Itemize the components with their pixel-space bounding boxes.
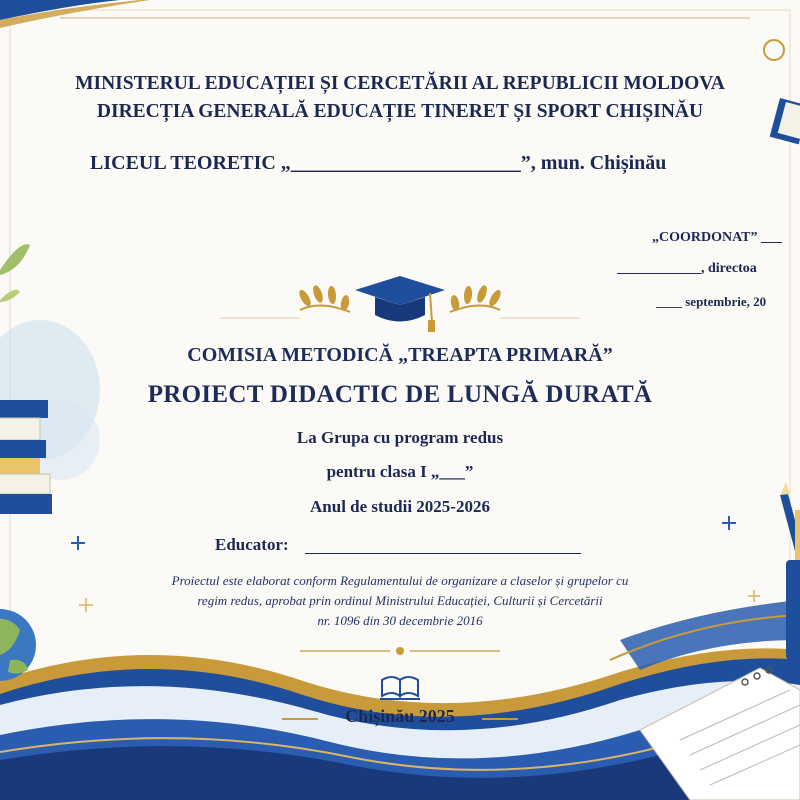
project-title: PROIECT DIDACTIC DE LUNGĂ DURATĂ [147, 381, 653, 408]
ministry-header [0, 70, 800, 126]
note-line-1: Proiectul este elaborat conform Regulamentului de organizare a claselor și grupelor cu [171, 573, 629, 588]
lyceum-name: LICEUL TEORETIC „_______________________”, mun. Chișinău [90, 152, 667, 174]
graduation-cap-icon [355, 276, 445, 332]
educator-field-line [305, 553, 581, 554]
note-line-3: nr. 1096 din 30 decembrie 2016 [317, 613, 483, 628]
globe-icon [0, 609, 36, 681]
educator-label: Educator: [215, 535, 289, 554]
leaf-icon [0, 244, 30, 302]
group-line: La Grupa cu program redus [296, 428, 504, 447]
note-line-2: regim redus, aprobat prin ordinul Ministrului Educației, Culturii și Cercetării [197, 593, 603, 608]
ministry-line-2: DIRECȚIA GENERALĂ EDUCAȚIE TINERET ȘI SPORT CHIȘINĂU [96, 101, 704, 122]
regulation-note [110, 571, 690, 631]
approval-director: ____________, directoa [617, 261, 757, 276]
ministry-line-1: MINISTERUL EDUCAȚIEI ȘI CERCETĂRII AL REPUBLICII MOLDOVA [75, 73, 725, 94]
plus-sparkle-icon [71, 516, 736, 550]
open-book-icon [380, 677, 420, 699]
approval-date: ____ septembrie, 20 [656, 294, 767, 309]
commission-title: COMISIA METODICĂ „TREAPTA PRIMARĂ” [187, 344, 613, 366]
study-year: Anul de studii 2025-2026 [310, 497, 490, 516]
approval-coordonat: „COORDONAT” ___ [652, 230, 783, 245]
class-line: pentru clasa I „___” [326, 462, 474, 481]
city-year: Chișinău 2025 [345, 706, 455, 726]
